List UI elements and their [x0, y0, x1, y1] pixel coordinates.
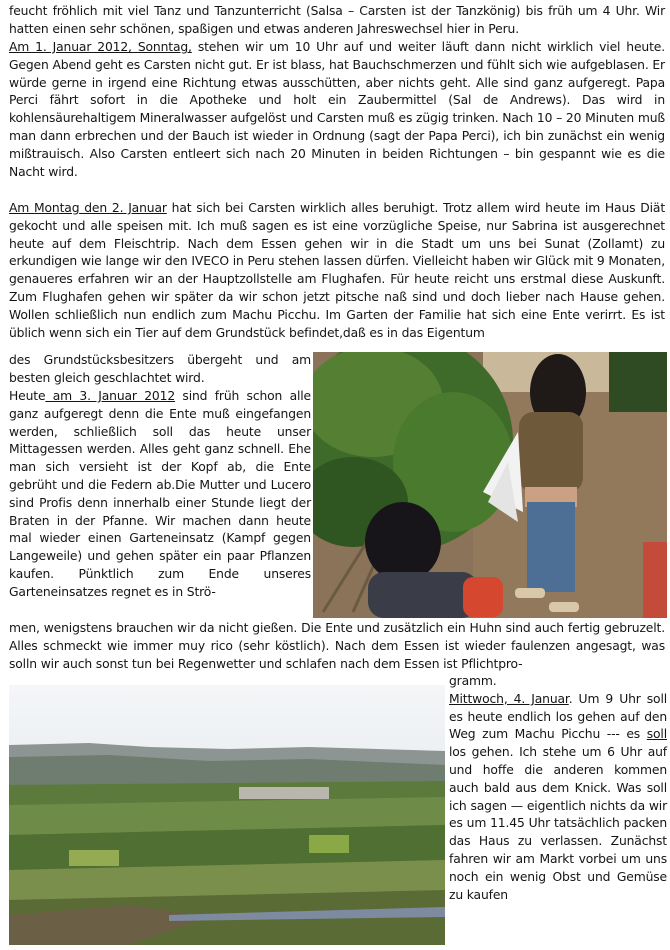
paragraph-text: feucht fröhlich mit viel Tanz und Tanzunterricht (Salsa – Carsten ist der Tanzkönig) bis früh um 4 Uhr. Wir hatten einen sehr schönen, spaßigen und etwas anderen Jahreswechsel hier in Peru.: [9, 4, 665, 36]
paragraph-jan-3: [9, 388, 311, 602]
paragraph-new-year: [9, 3, 665, 39]
date-heading: am 3. Januar 2012: [45, 389, 176, 403]
emphasis-word: soll: [646, 727, 667, 742]
paragraph-text: sind früh schon alle ganz aufgeregt denn die Ente muß eingefangen werden, schließlich soll das heute unser Mittagessen werden. Alles geht ganz schnell. Ehe man sich versieht ist der Kopf ab, die Ente gebrüht und die Federn ab.Die Mutter und Lucero sind Profis denn innerhalb einer Stunde liegt der Braten in der Pfanne. Wir machen dann heute mal wieder einen Garteneinsatz (Kampf gegen Langeweile) und gehen später ein paar Pflanzen kaufen. Pünktlich zum Ende unseres Garteneinsatzes regnet es in Strö-: [9, 389, 311, 599]
date-heading: Am 1. Januar 2012, Sonntag,: [9, 40, 192, 54]
paragraph-text: men, wenigstens brauchen wir da nicht gießen. Die Ente und zusätzlich ein Huhn sind auch fertig gebruzelt. Alles schmeckt wie immer muy rico (sehr köstlich). Nach dem Essen ist wieder faulenzen angesagt, was solln wir auch sonst tun bei Regenwetter und schlafen nach dem Essen ist Pflichtpro-: [9, 621, 665, 671]
paragraph-end: gramm.: [449, 674, 497, 688]
garden-duck-photo: [313, 352, 667, 618]
date-heading: Am Montag den 2. Januar: [9, 201, 167, 215]
paragraph-text: . Um 9 Uhr soll es heute endlich los gehen auf den Weg zum Machu Picchu --- es: [449, 691, 667, 742]
paragraph-text: des Grundstücksbesitzers übergeht und am besten gleich geschlachtet wird.: [9, 353, 311, 385]
paragraph-jan-2: [9, 200, 665, 342]
date-heading: Mittwoch, 4. Januar: [449, 691, 569, 706]
paragraph-text: stehen wir um 10 Uhr auf und weiter läuft dann nicht wirklich viel heute. Gegen Abend geht es Carsten nicht gut. Er ist blass, hat Bauchschmerzen und fühlt sich wie aufgeblasen. Er würde gerne in irgend eine Richtung etwas ausschütten, aber nichts geht. Alle sind ganz aufgeregt. Papa Perci fährt sofort in die Apotheke und holt ein Zaubermittel (Sal de Andrews). Das wird in kohlensäurehaltigem Mineralwasser aufgelöst und Carsten muß es zügig trinken. Nach 10 – 20 Minuten muß man dann erbrechen und der Bauch ist wieder in Ordnung (sagt der Papa Perci), ich bin zunächst ein wenig mißtrauisch. Also Carsten entleert sich nach 20 Minuten in beiden Richtungen – bin gespannt wie es die Nacht wird.: [9, 40, 665, 179]
paragraph-jan-1: [9, 39, 665, 181]
valley-photo-illustration: [9, 685, 445, 945]
paragraph-text: hat sich bei Carsten wirklich alles beruhigt. Trotz allem wird heute im Haus Diät gekocht und alle speisen mit. Ich muß sagen es ist eine vorzügliche Speise, nur Sabrina ist ausgerechnet heute auf dem Fleischtrip. Nach dem Essen gehen wir in die Stadt um uns bei Sunat (Zollamt) zu erkundigen wie lange wir den IVECO in Peru stehen lassen dürfen. Vielleicht haben wir Glück mit 9 Monaten, genaueres erfahren wir an der Hauptzollstelle am Flughafen. Für heute reicht uns erstmal diese Auskunft. Zum Flughafen gehen wir später da wir schon jetzt pitsche naß sind und doch lieber nach Hause gehen. Wollen schließlich nun endlich zum Machu Picchu. Im Garten der Familie hat sich eine Ente verirrt. Es ist üblich wenn sich ein Tier auf dem Grundstück befindet,daß es in das Eigentum: [9, 201, 666, 340]
paragraph-jan-3-cont: [9, 620, 665, 673]
paragraph-text: los gehen. Ich stehe um 6 Uhr auf und hoffe die anderen kommen auch bald aus dem Knick. Was soll ich sagen — eigentlich nichts da wir es um 11.45 Uhr tatsächlich packen das Haus zu verlassen. Zunächst fahren wir am Markt vorbei um uns noch ein wenig Obst und Gemüse zu kaufen: [449, 745, 667, 902]
paragraph-lead: Heute: [9, 389, 46, 403]
garden-photo-illustration: [313, 352, 667, 618]
paragraph-jan-2-wrap: [9, 352, 311, 388]
paragraph-jan-4: [449, 673, 667, 904]
valley-landscape-photo: [9, 685, 445, 945]
